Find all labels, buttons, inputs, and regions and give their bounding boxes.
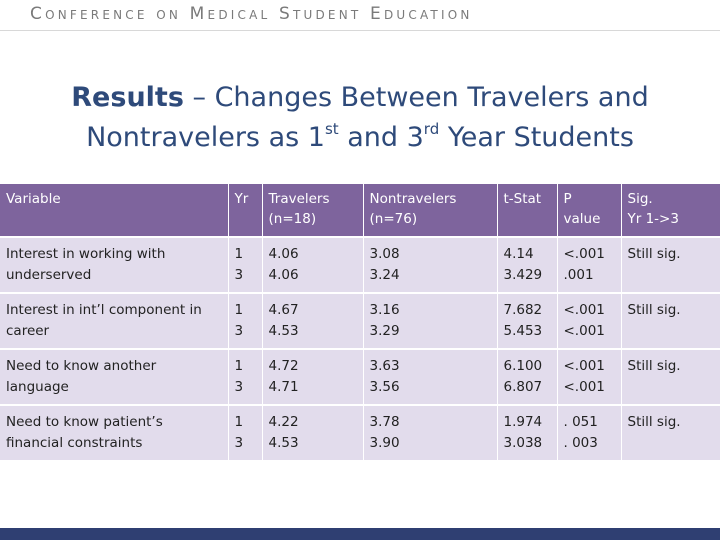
table-row bbox=[0, 293, 720, 349]
table-header-row bbox=[0, 184, 720, 237]
cell-nontravelers: 3.08 3.24 bbox=[363, 237, 497, 293]
cell-tstat: 7.682 5.453 bbox=[497, 293, 557, 349]
footer-bar bbox=[0, 528, 720, 540]
cell-travelers: 4.06 4.06 bbox=[262, 237, 363, 293]
cell-yr: 1 3 bbox=[228, 293, 262, 349]
cell-yr: 1 3 bbox=[228, 405, 262, 460]
table-row bbox=[0, 405, 720, 460]
conference-title: Conference on Medical Student Education bbox=[30, 4, 473, 24]
header-travelers: Travelers (n=18) bbox=[262, 184, 363, 237]
title-line2-b: and 3 bbox=[338, 122, 424, 153]
title-line2-c: Year Students bbox=[439, 122, 634, 153]
cell-nontravelers: 3.78 3.90 bbox=[363, 405, 497, 460]
slide-title bbox=[20, 78, 700, 158]
header-p-value: P value bbox=[557, 184, 621, 237]
cell-tstat: 1.974 3.038 bbox=[497, 405, 557, 460]
header-variable: Variable bbox=[0, 184, 228, 237]
cell-yr: 1 3 bbox=[228, 349, 262, 405]
cell-nontravelers: 3.16 3.29 bbox=[363, 293, 497, 349]
cell-p-value: . 051 . 003 bbox=[557, 405, 621, 460]
cell-p-value: <.001 .001 bbox=[557, 237, 621, 293]
cell-travelers: 4.22 4.53 bbox=[262, 405, 363, 460]
cell-sig: Still sig. bbox=[621, 293, 720, 349]
header-tstat: t-Stat bbox=[497, 184, 557, 237]
cell-nontravelers: 3.63 3.56 bbox=[363, 349, 497, 405]
header-sig: Sig. Yr 1->3 bbox=[621, 184, 720, 237]
cell-travelers: 4.72 4.71 bbox=[262, 349, 363, 405]
cell-variable: Need to know patient’s financial constraints bbox=[0, 405, 228, 460]
cell-p-value: <.001 <.001 bbox=[557, 293, 621, 349]
title-sup-rd: rd bbox=[423, 120, 440, 138]
cell-p-value: <.001 <.001 bbox=[557, 349, 621, 405]
title-bold: Results bbox=[71, 82, 184, 113]
cell-yr: 1 3 bbox=[228, 237, 262, 293]
cell-variable: Interest in int’l component in career bbox=[0, 293, 228, 349]
title-sup-st: st bbox=[324, 120, 339, 138]
conference-header bbox=[0, 0, 720, 31]
cell-sig: Still sig. bbox=[621, 405, 720, 460]
cell-tstat: 4.14 3.429 bbox=[497, 237, 557, 293]
title-line1-rest: – Changes Between Travelers and bbox=[183, 82, 649, 113]
table-row bbox=[0, 349, 720, 405]
cell-tstat: 6.100 6.807 bbox=[497, 349, 557, 405]
header-yr: Yr bbox=[228, 184, 262, 237]
header-nontravelers: Nontravelers (n=76) bbox=[363, 184, 497, 237]
results-table bbox=[0, 184, 720, 460]
cell-variable: Interest in working with underserved bbox=[0, 237, 228, 293]
cell-sig: Still sig. bbox=[621, 349, 720, 405]
cell-travelers: 4.67 4.53 bbox=[262, 293, 363, 349]
cell-variable: Need to know another language bbox=[0, 349, 228, 405]
table-row bbox=[0, 237, 720, 293]
cell-sig: Still sig. bbox=[621, 237, 720, 293]
title-line2-a: Nontravelers as 1 bbox=[86, 122, 325, 153]
